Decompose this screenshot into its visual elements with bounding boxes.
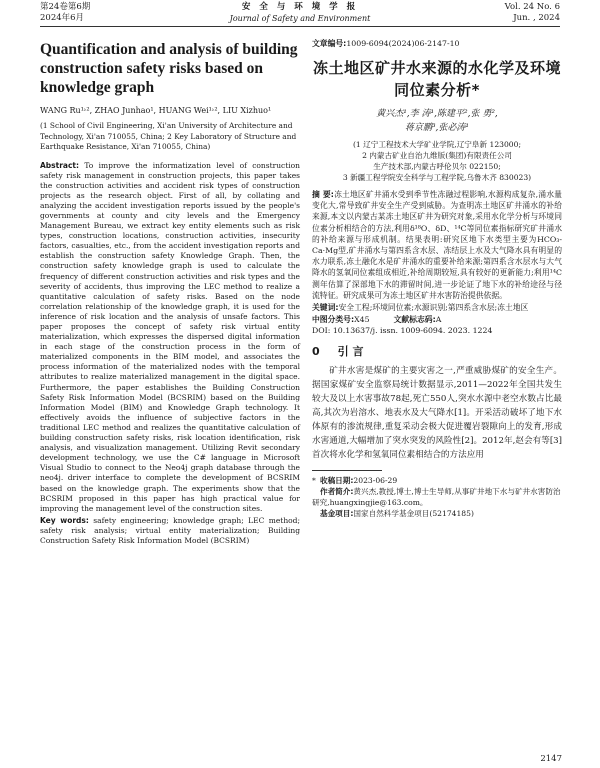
page-number: 2147 [540,754,562,764]
section-title: 引 言 [337,345,364,359]
classification-line [312,314,562,325]
affiliation-2: 2 内蒙古矿业自治九维版(集团)有限责任公司 [362,151,512,160]
affiliation-2b: 生产技术部,内蒙古呼伦贝尔 022150; [373,162,501,171]
article-number-value: 1009-6094(2024)06-2147-10 [346,39,460,48]
english-authors: WANG Ru¹˒², ZHAO Junhao¹, HUANG Wei¹˒², LIU Xizhuo¹ [40,106,272,115]
keywords-text: safety engineering; knowledge graph; LEC method; safety risk analysis; virtual entity materialization; Building Construction Safety Risk Information Model (BCSRIM) [40,515,300,545]
volume-issue-en: Vol. 24 No. 6 [504,2,560,12]
english-affiliation: (1 School of Civil Engineering, Xi'an University of Architecture and Technology, Xi'an 710055, China; 2 Key Laboratory of Structure and Earthquake Resistance, Xi'an 710055, China) [40,121,297,151]
fund-value: 国家自然科学基金项目(52174185) [353,509,474,519]
footnote-divider [312,470,382,471]
date-cn: 2024年6月 [40,13,85,23]
chinese-abstract-text: 冻土地区矿井涌水受到季节性冻融过程影响,水源构成复杂,涌水量变化大,常导致矿井安全生产受到威胁。为查明冻土地区矿井涌水的补给来源,本文以内蒙古某冻土地区矿井为研究对象,采用水化学分析与环境同位素分析相结合的方法,利用δ¹⁸O、δD、¹⁴C等同位素指标研究矿井涌水的补给来源与形成机制。结果表明:研究区地下水类型主要为HCO₃-Ca·Mg型,矿井涌水与第四系含水层、冻结层上水及大气降水具有明显的水力联系,冻土融化水是矿井涌水的重要补给来源;第四系含水层水与大气降水的氢氧同位素组成相近,补给周期较短,具有较好的更新能力;利用¹⁴C测年估算了深部地下水的滞留时间,进一步论证了地下水的补给途径与径流特征。研究成果可为冻土地区矿井水害防治提供依据。 [312,190,562,300]
article-number [312,38,562,49]
article-number-label: 文章编号: [312,39,347,48]
keywords-label: Key words: [40,515,89,525]
introduction-text: 矿井水害是煤矿的主要灾害之一,严重威胁煤矿的安全生产。据国家煤矿安全监察局统计数据显示,2011—2022年全国共发生较大及以上水害事故78起,死亡550人,突水水源中老空水数占比最高,其次为岩溶水、地表水及大气降水[1]。开采活动破坏了地下水体原有的渗流规律,重复采动会极大促进覆岩裂隙向上的发育,形成水害通道,大幅增加了突水突发的风险性[2]。2012年,赵会有等[3]首次将水化学和氢氧同位素相结合的方法应用 [312,366,562,461]
running-header [40,0,560,27]
doc-code-label: 文献标志码: [393,315,436,325]
date-en: Jun. , 2024 [513,13,560,23]
chinese-affiliations [312,139,562,183]
header-center [40,2,560,24]
doi: DOI: 10.13637/j. issn. 1009-6094. 2023. 1224 [312,326,493,336]
abstract-label: Abstract: [40,160,80,170]
chinese-authors-line2: 蒋京鹏³,张必涛¹ [404,123,470,133]
section-heading [312,344,562,360]
doc-code-value: A [435,315,442,325]
chinese-title: 冻土地区矿井水来源的水化学及环境同位素分析* [312,59,561,99]
chinese-keywords [312,302,562,313]
chinese-column [312,38,562,519]
journal-name-cn: 安 全 与 环 境 学 报 [241,2,359,12]
footnote-author [312,486,562,508]
header-right [505,2,560,24]
abstract-text: To improve the informatization level of construction safety risk management in construction projects, this paper takes the construction activities and accident risk types of construction projects as the research object. First of all, by collating and analyzing the accident investigation reports issued by the people's governments at county and city levels and the Emergency Management Bureau, we extract key entity elements such as risk types, construction locations, construction activities, insecurity factors, casualties, etc., from the accident investigation reports and establish the construction safety Knowledge Graph. Then, the construction safety knowledge graph is used to calculate the frequency of different construction activities and risk types and the severity of accidents, thus improving the LEC method to realize a quantitative calculation of safety risks. Based on the node correlation relationship of the knowledge graph, it is used for the inference of risk location and the analysis of unsafe factors. This paper proposes the concept of safety risk virtual entity materialization, which expresses the dispersed digital information in each stage of the construction process in the form of materialized components in the BIM model, and associates the process information of the materialized nodes with the temporal attributes to realize materialized management in the digital space. Furthermore, the paper establishes the Building Construction Safety Risk Information Model (BCSRIM) based on the Building Information Model (BIM) and Knowledge Graph technology. It effectively avoids the influence of subjective factors in the traditional LEC method and realizes the quantitative calculation of building construction safety risks, risk location identification, risk analysis, and visualization management. Utilizing Revit secondary development technology, we use the C# language in Microsoft Visual Studio to connect to the Neo4j graph database through the neo4j. driver interface to complete the development of BCSRIM based on the knowledge graph. The experiments show that the BCSRIM proposed in this paper has high practical value for improving the management level of the construction sites. [40,160,300,513]
affiliation-3: 3 新疆工程学院安全科学与工程学院,乌鲁木齐 830023) [342,173,532,182]
clc-value: X45 [354,315,370,325]
author-bio-label: 作者简介: [320,487,354,497]
section-number: 0 [312,345,320,359]
received-date: 2023-06-29 [353,476,398,486]
chinese-authors [312,107,562,135]
english-abstract [40,161,300,514]
affiliation-1: (1 辽宁工程技术大学矿业学院,辽宁阜新 123000; [352,140,522,149]
received-label: 收稿日期: [320,476,354,486]
author-bio: 黄兴杰,教授,博士,博士生导师,从事矿井地下水与矿井水害防治研究,huangxingjie@163.com。 [312,487,561,508]
footnote-fund [312,508,562,519]
fund-label: 基金项目: [320,509,354,519]
clc-label: 中图分类号: [312,315,355,325]
journal-name-en: Journal of Safety and Environment [229,14,371,23]
english-title: Quantification and analysis of building construction safety risks based on knowledge graph [40,41,298,96]
english-column [40,38,300,546]
footnote-received: * 收稿日期:2023-06-29 [312,476,398,486]
chinese-keywords-label: 关键词: [312,303,339,313]
chinese-authors-line1: 黄兴杰¹,李 涛¹,陈建平²,张 勇², [376,109,498,119]
chinese-abstract [312,189,562,301]
english-keywords [40,516,300,546]
volume-issue-cn: 第24卷第6期 [40,2,91,12]
chinese-abstract-label: 摘 要: [312,190,334,199]
chinese-keywords-text: 安全工程;环境同位素;水源识别;第四系含水层;冻土地区 [338,303,529,313]
